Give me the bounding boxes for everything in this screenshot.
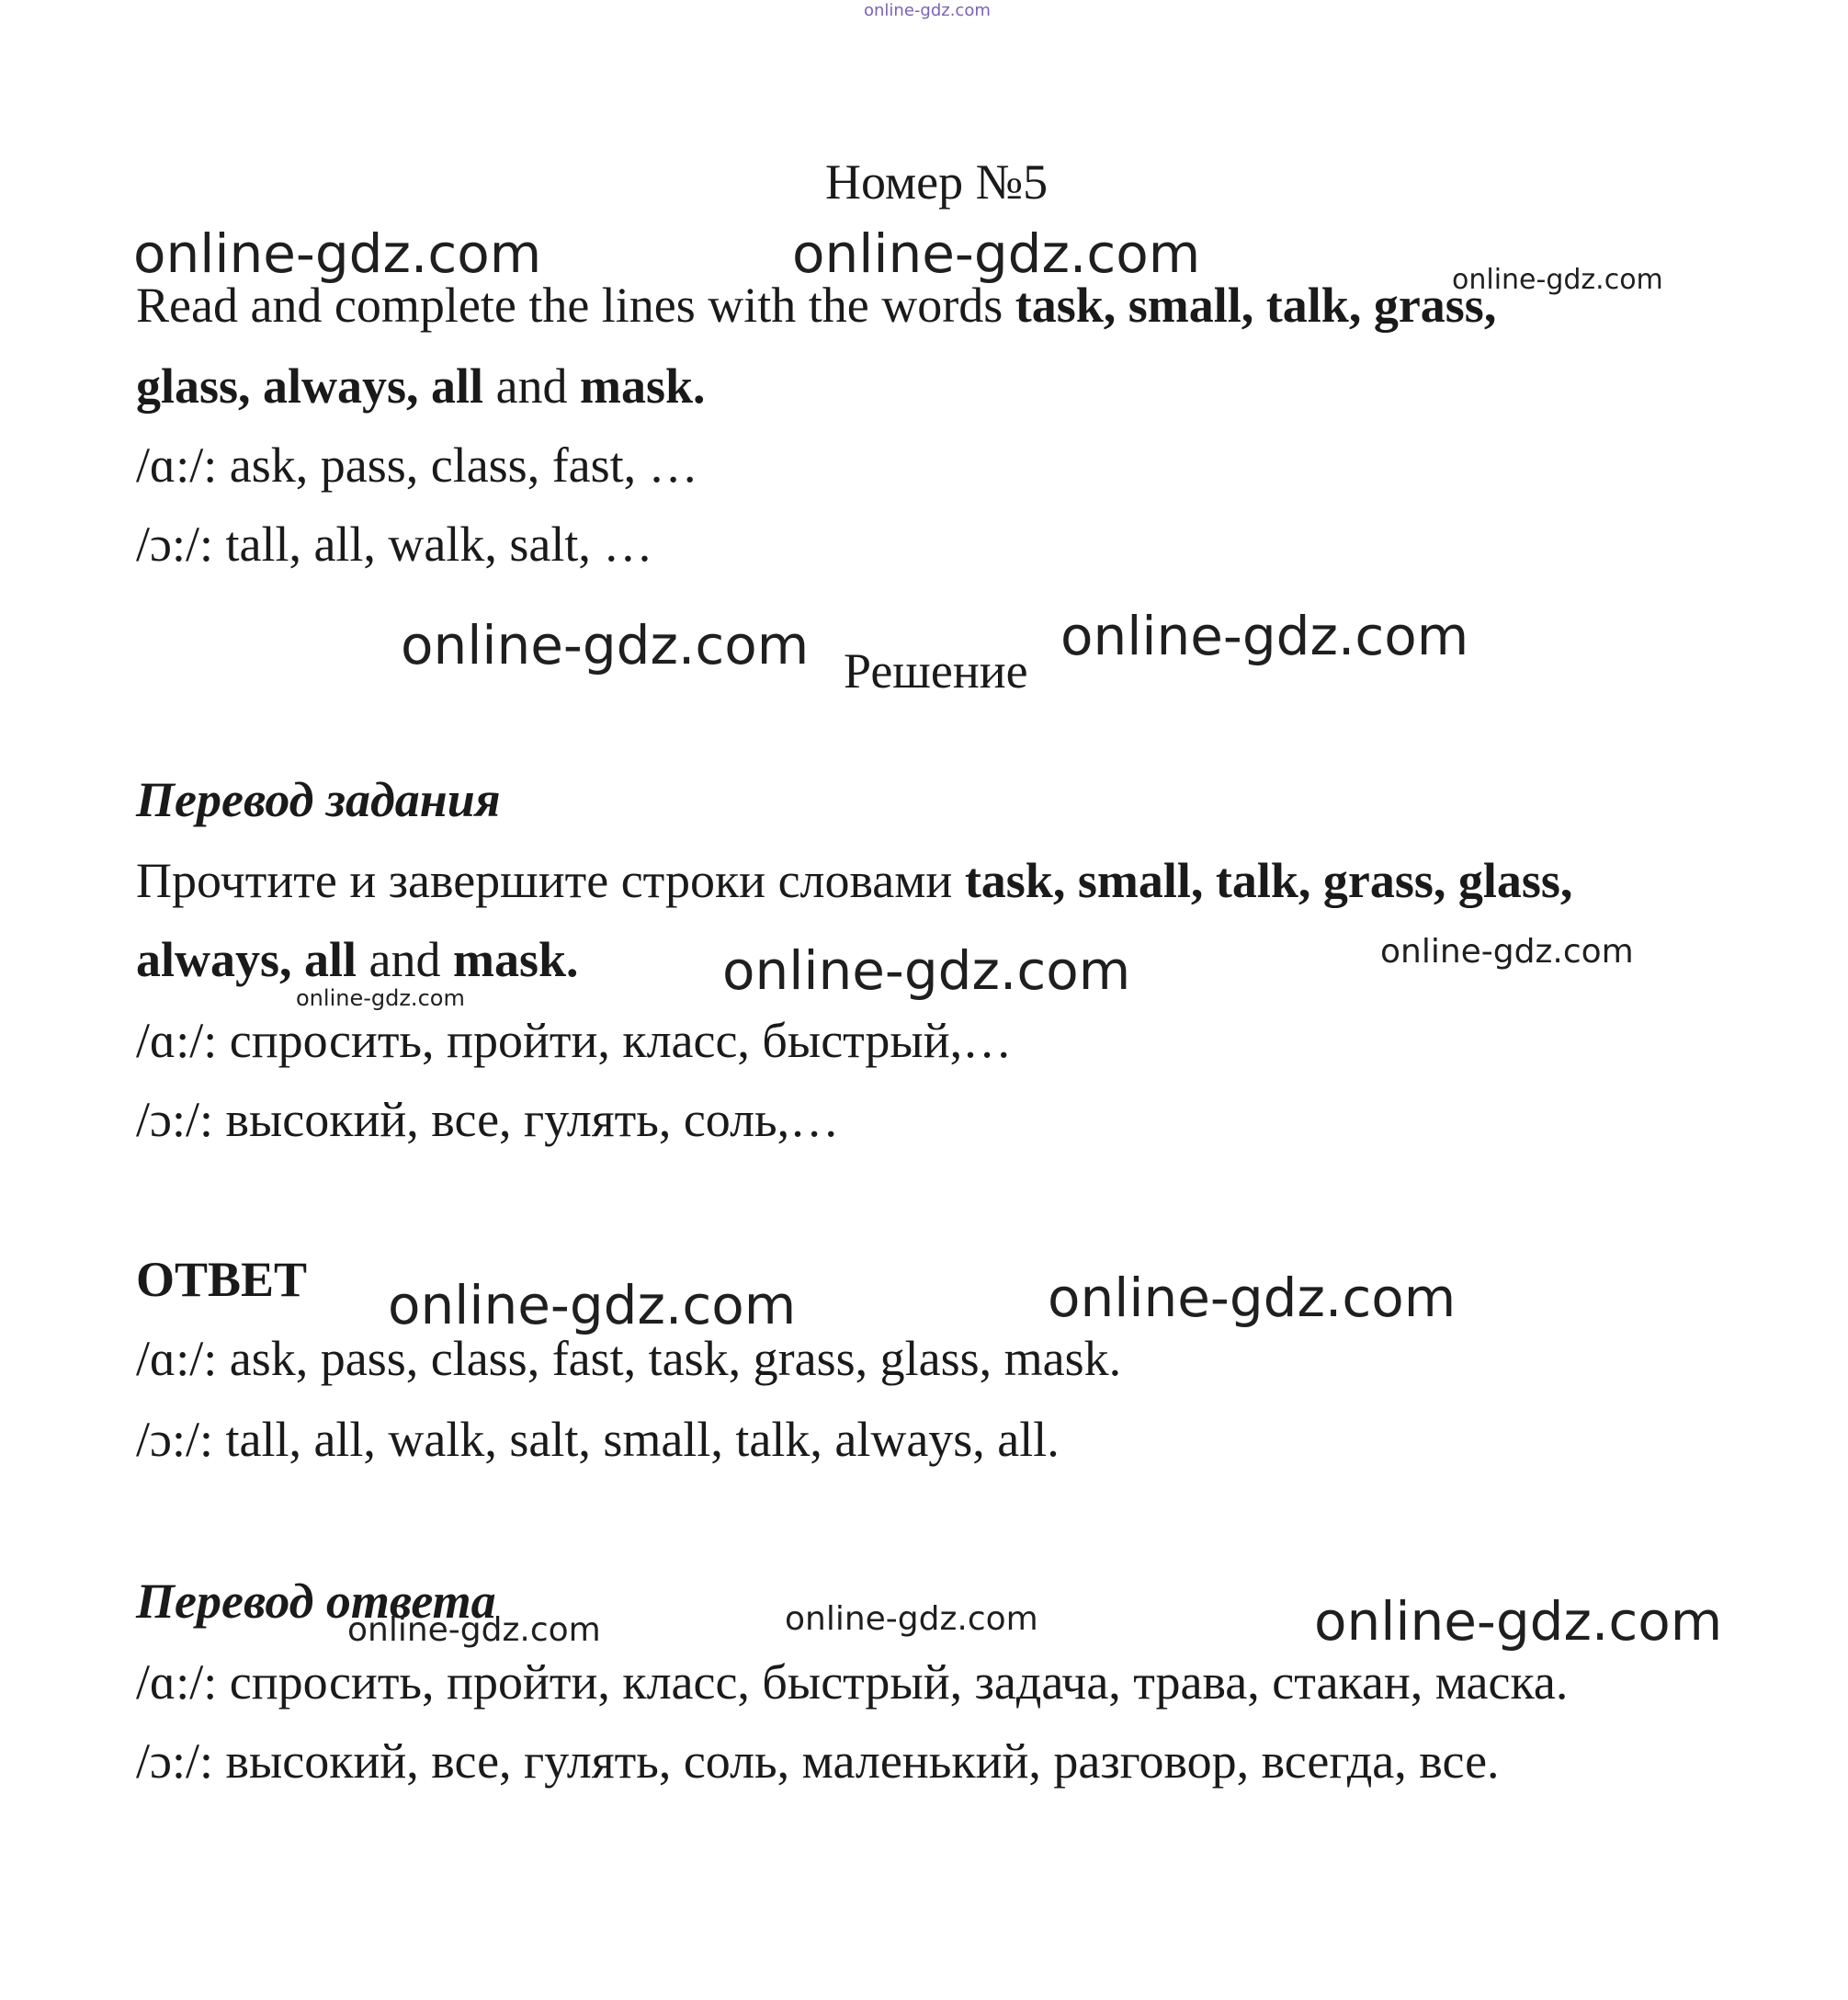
translation-task-words: task, small, talk, grass, glass, [964, 853, 1573, 908]
watermark: online-gdz.com [1314, 1590, 1723, 1653]
solution-label: Решение [844, 643, 1028, 699]
watermark: online-gdz.com [722, 939, 1131, 1002]
translation-answer-heading: Перевод ответа [136, 1574, 496, 1629]
watermark: online-gdz.com [1380, 933, 1634, 971]
translation-task-o-sound: /ɔ:/: высокий, все, гулять, соль,… [136, 1092, 840, 1147]
task-instruction-words: mask. [580, 358, 706, 414]
watermark: online-gdz.com [388, 1274, 797, 1336]
task-instruction-plain: Read and complete the lines with the words [136, 278, 1015, 333]
task-instruction-line-2 [136, 358, 706, 414]
translation-task-heading: Перевод задания [136, 772, 501, 827]
watermark: online-gdz.com [133, 222, 542, 285]
task-instruction-plain: and [483, 358, 581, 414]
page-title: Номер №5 [825, 154, 1049, 210]
watermark: online-gdz.com [1048, 1267, 1457, 1329]
watermark: online-gdz.com [864, 1, 991, 20]
task-instruction-words: glass, always, all [136, 358, 484, 414]
translation-answer-o-sound: /ɔ:/: высокий, все, гулять, соль, маленький, разговор, всегда, все. [136, 1733, 1500, 1789]
answer-heading: ОТВЕТ [136, 1252, 308, 1307]
translation-task-plain: and [357, 932, 453, 987]
translation-task-plain: Прочтите и завершите строки словами [136, 853, 965, 908]
translation-answer-a-sound: /ɑ:/: спросить, пройти, класс, быстрый, задача, трава, стакан, маска. [136, 1654, 1569, 1710]
watermark: online-gdz.com [347, 1611, 601, 1649]
translation-task-a-sound: /ɑ:/: спросить, пройти, класс, быстрый,… [136, 1013, 1013, 1068]
watermark: online-gdz.com [792, 222, 1201, 285]
watermark: online-gdz.com [296, 985, 465, 1011]
watermark: online-gdz.com [1060, 605, 1469, 667]
translation-task-words: always, all [136, 932, 357, 987]
translation-task-line-2 [136, 932, 579, 987]
translation-task-words: mask. [453, 932, 579, 987]
translation-task-line-1 [136, 853, 1572, 908]
watermark: online-gdz.com [1452, 264, 1663, 296]
task-line-o-sound: /ɔ:/: tall, all, walk, salt, … [136, 517, 653, 572]
watermark: online-gdz.com [401, 614, 810, 676]
task-line-a-sound: /ɑ:/: ask, pass, class, fast, … [136, 438, 698, 493]
answer-a-sound: /ɑ:/: ask, pass, class, fast, task, grass, glass, mask. [136, 1331, 1122, 1386]
watermark: online-gdz.com [785, 1600, 1038, 1638]
task-instruction-line-1 [136, 278, 1496, 333]
answer-o-sound: /ɔ:/: tall, all, walk, salt, small, talk, always, all. [136, 1412, 1060, 1467]
task-instruction-words: task, small, talk, grass, [1015, 278, 1497, 333]
